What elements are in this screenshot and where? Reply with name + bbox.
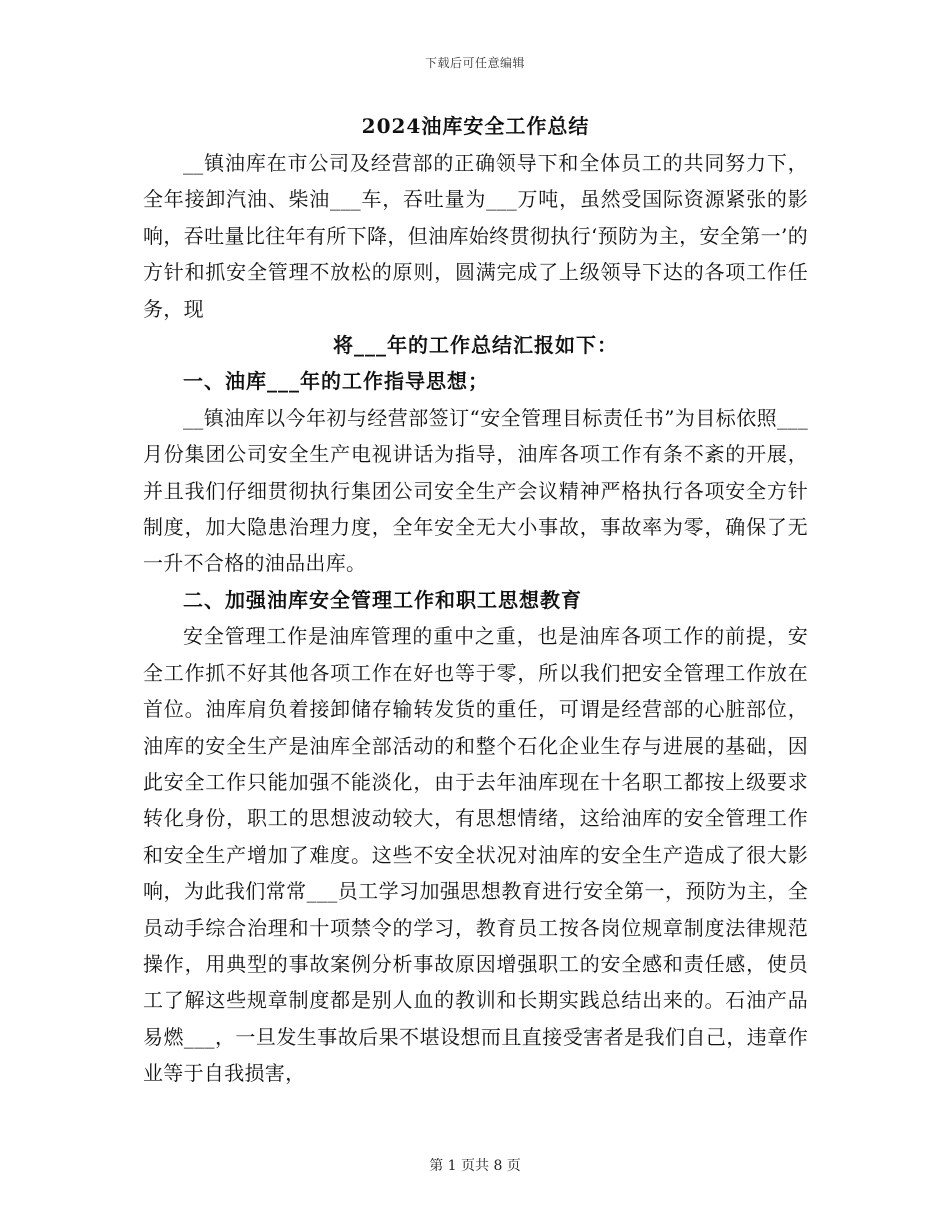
intro-paragraph: __镇油库在市公司及经营部的正确领导下和全体员工的共同努力下，全年接卸汽油、柴油___车，吞吐量为___万吨，虽然受国际资源紧张的影响，吞吐量比往年有所下降，但油库始终贯彻执行‘预防为主，安全第一’的方针和抓安全管理不放松的原则，圆满完成了上级领导下达的各项工作任务，现 — [143, 151, 808, 321]
section-1-body: __镇油库以今年初与经营部签订“安全管理目标责任书”为目标依照___月份集团公司安全生产电视讲话为指导，油库各项工作有条不紊的开展，并且我们仔细贯彻执行集团公司安全生产会议精神严格执行各项安全方针制度，加大隐患治理力度，全年安全无大小事故，事故率为零，确保了无一升不合格的油品出库。 — [143, 405, 808, 576]
section-2-heading: 二、加强油库安全管理工作和职工思想教育 — [183, 587, 582, 612]
section-2-body: 安全管理工作是油库管理的重中之重，也是油库各项工作的前提，安全工作抓不好其他各项工作在好也等于零，所以我们把安全管理工作放在首位。油库肩负着接卸储存输转发货的重任，可谓是经营部的心脏部位，油库的安全生产是油库全部活动的和整个石化企业生存与进展的基础，因此安全工作只能加强不能淡化，由于去年油库现在十名职工都按上级要求转化身份，职工的思想波动较大，有思想情绪，这给油库的安全管理工作和安全生产增加了难度。这些不安全状况对油库的安全生产造成了很大影响，为此我们常常___员工学习加强思想教育进行安全第一，预防为主，全员动手综合治理和十项禁令的学习，教育员工按各岗位规章制度法律规范操作，用典型的事故案例分析事故原因增强职工的安全感和责任感，使员工了解这些规章制度都是别人血的教训和长期实践总结出来的。石油产品易燃___，一旦发生事故后果不堪设想而且直接受害者是我们自己，违章作业等于自我损害， — [143, 624, 808, 1086]
section-1-heading: 一、油库___年的工作指导思想； — [183, 369, 489, 394]
document-title: 2024油库安全工作总结 — [361, 114, 590, 138]
page-header: 下载后可任意编辑 — [424, 56, 525, 70]
page-footer: 第 1 页共 8 页 — [429, 1158, 521, 1174]
document-body — [143, 107, 808, 1092]
intro-tail: 将___年的工作总结汇报如下： — [333, 333, 618, 358]
